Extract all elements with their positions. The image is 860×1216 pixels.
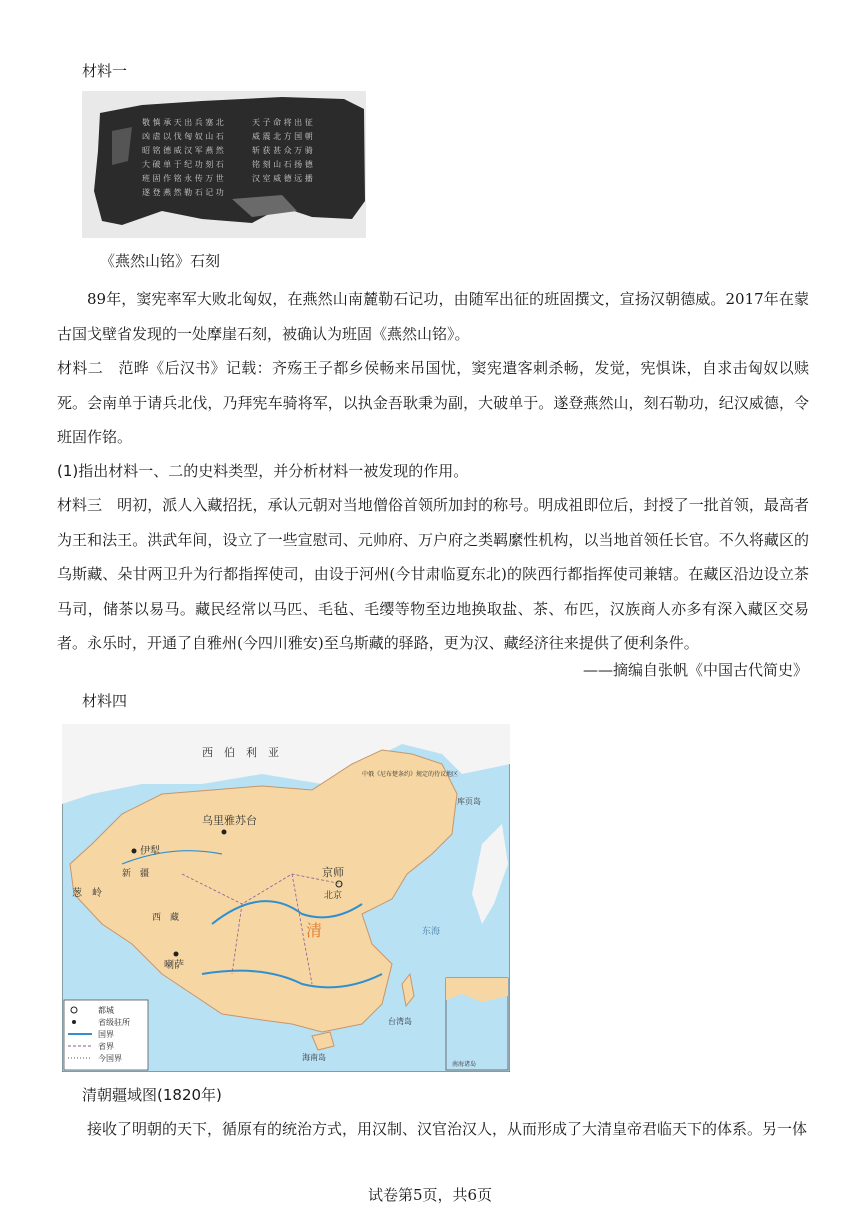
qing-territory-map	[62, 724, 510, 1072]
question-1: (1)指出材料一、二的史料类型，并分析材料一被发现的作用。	[57, 462, 469, 480]
map-label-lhasa: 喇萨	[164, 960, 184, 971]
legend-modern-border: 今国界	[98, 1054, 122, 1063]
legend-national-border: 国界	[98, 1030, 114, 1039]
material1-label: 材料一	[82, 62, 128, 80]
map-label-kuye: 库页岛	[457, 797, 481, 806]
svg-text:大 破 单 于 纪 功 刻 石: 大 破 单 于 纪 功 刻 石	[142, 160, 224, 169]
map-label-congling: 葱 岭	[72, 888, 102, 899]
map-label-taiwan: 台湾岛	[388, 1017, 412, 1026]
map-label-qing: 清	[306, 921, 323, 940]
page-footer: 试卷第5页，共6页	[367, 1186, 493, 1204]
material1-text: 89年，窦宪率军大败北匈奴，在燕然山南麓勒石记功，由随军出征的班固撰文，宣扬汉朝德威。2017年在蒙古国戈壁省发现的一处摩崖石刻，被确认为班固《燕然山铭》。	[57, 290, 809, 343]
map-label-south-sea-islands: 南海诸岛	[452, 1061, 477, 1068]
map-label-siberia: 西 伯 利 亚	[202, 746, 279, 759]
svg-text:汉 室 威 德 远 播: 汉 室 威 德 远 播	[252, 174, 313, 183]
material4-text: 接收了明朝的天下，循原有的统治方式，用汉制、汉官治汉人，从而形成了大清皇帝君临天下的体系。另一体	[87, 1120, 808, 1138]
svg-text:敬 慎 承 天 出 兵 塞 北: 敬 慎 承 天 出 兵 塞 北	[142, 118, 224, 127]
svg-text:昭 铭 德 威 汉 军 燕 然: 昭 铭 德 威 汉 军 燕 然	[142, 146, 224, 155]
map-label-uliastai: 乌里雅苏台	[202, 814, 257, 827]
material1-caption: 《燕然山铭》石刻	[100, 252, 221, 270]
map-label-ili: 伊犁	[140, 846, 160, 857]
svg-text:凶 虐 以 伐 匈 奴 山 石: 凶 虐 以 伐 匈 奴 山 石	[142, 132, 224, 141]
legend-capital: 都城	[98, 1006, 114, 1015]
legend-provincial-border: 省界	[98, 1042, 114, 1051]
map-label-tibet: 西 藏	[152, 913, 180, 923]
svg-text:天 子 命 将 出 征: 天 子 命 将 出 征	[252, 118, 313, 127]
map-label-nerchinsk-note: 中俄《尼布楚条约》规定的待议地区	[362, 771, 459, 778]
svg-text:斩 获 甚 众 万 骑: 斩 获 甚 众 万 骑	[252, 146, 313, 155]
map-label-hainan: 海南岛	[302, 1053, 326, 1062]
map-label-donghai: 东海	[422, 927, 441, 937]
svg-text:遂 登 燕 然 勒 石 记 功: 遂 登 燕 然 勒 石 记 功	[142, 188, 224, 197]
material4-label: 材料四	[82, 692, 128, 710]
svg-text:威 震 北 方 国 朝: 威 震 北 方 国 朝	[252, 132, 313, 141]
material4-caption: 清朝疆域图(1820年)	[82, 1086, 222, 1104]
material3-text: 材料三 明初，派人入藏招抚，承认元朝对当地僧俗首领所加封的称号。明成祖即位后，封授了一批首领，最高者为王和法王。洪武年间，设立了一些宣慰司、元帅府、万户府之类羁縻性机构，以当地首领任长官。不久将藏区的乌斯藏、朵甘两卫升为行都指挥使司，由设于河州(今甘肃临夏东北)的陕西行都指挥使司兼辖。在藏区沿边设立茶马司，储茶以易马。藏民经常以马匹、毛毡、毛缨等物至边地换取盐、茶、布匹，汉族商人亦多有深入藏区交易者。永乐时，开通了自雅州(今四川雅安)至乌斯藏的驿路，更为汉、藏经济往来提供了便利条件。	[57, 496, 809, 652]
material3-source: ——摘编自张帆《中国古代简史》	[582, 661, 808, 679]
map-label-beijing: 北京	[324, 891, 343, 901]
map-label-xinjiang: 新 疆	[122, 869, 150, 879]
svg-text:铭 刻 山 石 扬 德: 铭 刻 山 石 扬 德	[252, 160, 313, 169]
material2-text: 材料二 范晔《后汉书》记载：齐殇王子都乡侯畅来吊国忧，窦宪遣客刺杀畅，发觉，宪惧诛，自求击匈奴以赎死。会南单于请兵北伐，乃拜宪车骑将军，以执金吾耿秉为副，大破单于。遂登燕然山，刻石勒功，纪汉威德，令班固作铭。	[57, 359, 809, 446]
inscription-stone-image	[82, 91, 366, 238]
legend-provincial-seat: 省级驻所	[98, 1018, 130, 1027]
svg-text:班 固 作 铭 永 传 万 世: 班 固 作 铭 永 传 万 世	[142, 174, 224, 183]
map-label-jingshi: 京师	[322, 866, 344, 879]
